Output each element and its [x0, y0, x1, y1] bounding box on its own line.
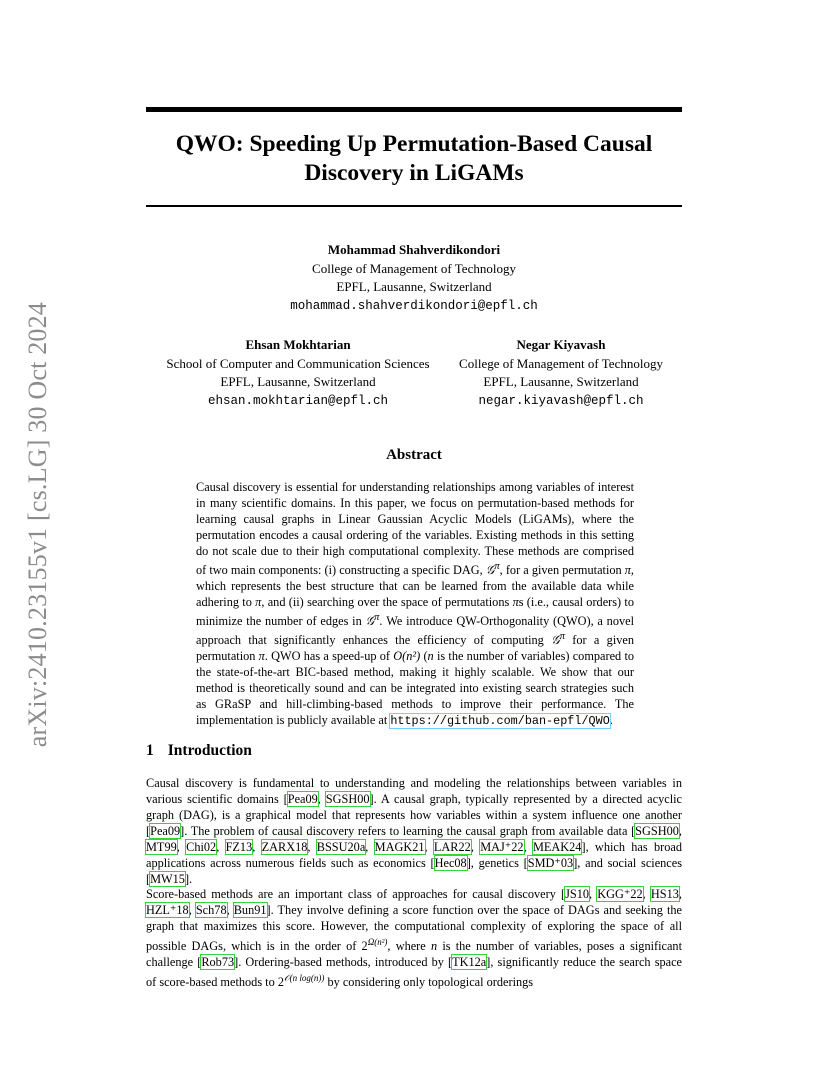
paragraph-text: ], significantly reduce the search space of score-based methods to: [146, 955, 683, 990]
citation-link[interactable]: SMD⁺03: [527, 856, 574, 870]
paragraph-text: ]. A causal graph, typically represented by a directed acyclic graph (DAG), is a graphical model that represents how variables within a system influence one another [: [146, 792, 682, 838]
author-affiliation: College of Management of Technology: [459, 355, 663, 371]
abstract-body: [196, 479, 634, 729]
paragraph-text: ,: [470, 840, 481, 854]
paragraph-text: ]. The problem of causal discovery refers to learning the causal graph from available data [: [180, 824, 636, 838]
arxiv-sidebar: [18, 290, 58, 760]
abstract-text: Causal discovery is essential for understanding relationships among variables of interest in many scientific domains. In this paper, we focus on permutation-based methods for learning causal graphs in Linear Gaussian Acyclic Models (LiGAMs), where the permutation encodes a causal ordering of the variables. Existing methods in this setting do not scale due to their high computational complexity. These methods are comprised of two main components: (i) constructing a specific DAG,: [196, 480, 634, 578]
paragraph-text: ], which has broad applications across numerous fields such as economics [: [146, 840, 682, 870]
citation-link[interactable]: HS13: [650, 887, 679, 901]
abstract-text: s (i.e., causal orders) to minimize the number of edges in: [196, 595, 634, 629]
abstract-text: for a given permutation: [196, 633, 634, 664]
abstract-heading: Abstract: [386, 447, 442, 463]
abstract-text: . We introduce QW-Orthogonality (QWO), a novel approach that significantly enhances the efficiency of computing: [196, 614, 634, 648]
paragraph-text: is the number of variables, poses a significant challenge [: [146, 939, 682, 970]
citation-link[interactable]: Rob73: [201, 955, 235, 970]
author-block-2: [148, 336, 448, 410]
paragraph-text: ,: [365, 840, 375, 854]
intro-paragraph-1: [146, 775, 682, 887]
paper-title: [146, 130, 682, 188]
citation-link[interactable]: BSSU20a: [316, 840, 366, 854]
author-name: Mohammad Shahverdikondori: [327, 242, 501, 257]
citation-link[interactable]: SGSH00: [325, 792, 370, 806]
author-email[interactable]: ehsan.mokhtarian@epfl.ch: [207, 393, 389, 408]
citation-link[interactable]: HZL⁺18: [146, 903, 189, 917]
math-symbol: π: [559, 631, 566, 643]
author-location: EPFL, Lausanne, Switzerland: [336, 279, 492, 294]
citation-link[interactable]: JS10: [565, 887, 590, 901]
math-symbol: π: [374, 612, 380, 624]
math-symbol: 𝒢: [485, 563, 495, 578]
title-line-2: Discovery in LiGAMs: [304, 160, 524, 186]
paragraph-text: ,: [307, 840, 317, 854]
paragraph-text: ], and social sciences [: [146, 856, 682, 886]
citation-link[interactable]: ZARX18: [261, 840, 308, 854]
author-location: EPFL, Lausanne, Switzerland: [220, 374, 376, 389]
code-repository-link[interactable]: https://github.com/ban-epfl/QWO: [390, 714, 610, 729]
author-name: Ehsan Mokhtarian: [245, 337, 351, 352]
abstract-text: , for a given permutation: [499, 563, 625, 578]
citation-link[interactable]: Sch78: [195, 903, 227, 917]
paragraph-text: , where: [387, 939, 431, 954]
section-title: Introduction: [167, 742, 252, 759]
math-symbol: π: [258, 649, 265, 664]
citation-link[interactable]: FZ13: [225, 840, 253, 854]
author-block-1: [246, 241, 582, 315]
math-symbol: n: [427, 649, 434, 664]
citation-link[interactable]: MW15: [150, 872, 185, 886]
math-symbol: Ω(n²): [367, 937, 388, 947]
abstract-text: .: [609, 713, 613, 728]
abstract-text: (: [420, 649, 428, 664]
author-email[interactable]: negar.kiyavash@epfl.ch: [478, 393, 644, 408]
abstract-text: . QWO has a speed-up of: [264, 649, 394, 664]
paragraph-text: ,: [188, 903, 196, 917]
arxiv-identifier: arXiv:2410.23155v1 [cs.LG] 30 Oct 2024: [23, 302, 52, 748]
paragraph-text: ,: [678, 824, 682, 838]
section-number: 1: [146, 742, 154, 759]
abstract-text: , and (ii) searching over the space of permutations: [261, 595, 513, 610]
paragraph-text: ].: [184, 872, 193, 886]
citation-link[interactable]: LAR22: [433, 840, 471, 854]
author-location: EPFL, Lausanne, Switzerland: [483, 374, 639, 389]
abstract-text: , which represents the best structure that can be learned from the available data while adhering to: [196, 563, 634, 610]
citation-link[interactable]: Pea09: [150, 824, 181, 838]
citation-link[interactable]: Bun91: [233, 903, 267, 917]
citation-link[interactable]: SGSH00: [635, 824, 679, 838]
intro-paragraph-2: [146, 886, 682, 990]
math-symbol: 𝒢: [551, 633, 560, 648]
math-symbol: π: [512, 595, 519, 610]
paragraph-text: ]. They involve defining a score function over the space of DAGs and seeking the graph that maximizes this score. However, the computational complexity of exploring the space of all possible DAGs, which is in the order of: [146, 903, 682, 954]
math-symbol: π: [624, 563, 631, 578]
citation-link[interactable]: MAJ⁺22: [480, 840, 524, 854]
citation-link[interactable]: TK12a: [452, 955, 487, 970]
math-symbol: 2: [361, 939, 368, 954]
citation-link[interactable]: Chi02: [186, 840, 217, 854]
title-rule-top: [146, 107, 682, 112]
paragraph-text: Causal discovery is fundamental to understanding and modeling the relationships between variables in various scientific domains [: [146, 776, 682, 806]
paragraph-text: ,: [642, 887, 651, 901]
math-symbol: 𝒪(n log(n)): [283, 973, 325, 984]
citation-link[interactable]: MEAK24: [532, 840, 582, 854]
paragraph-text: ]. Ordering-based methods, introduced by [: [234, 955, 453, 970]
paragraph-text: ,: [589, 887, 598, 901]
title-rule-bottom: [146, 205, 682, 207]
author-affiliation: College of Management of Technology: [312, 260, 516, 276]
paragraph-text: ,: [216, 840, 226, 854]
paragraph-text: ,: [226, 903, 234, 917]
citation-link[interactable]: MT99: [146, 840, 177, 854]
author-block-3: [446, 336, 676, 410]
citation-link[interactable]: MAGK21: [374, 840, 425, 854]
title-line-1: QWO: Speeding Up Permutation-Based Causal: [175, 131, 653, 157]
math-symbol: π: [255, 595, 262, 610]
paragraph-text: ,: [252, 840, 262, 854]
paragraph-text: ,: [523, 840, 533, 854]
math-symbol: 2: [277, 975, 284, 990]
author-affiliation: School of Computer and Communication Sciences: [166, 355, 430, 371]
paragraph-text: ,: [176, 840, 187, 854]
math-symbol: π: [494, 561, 500, 572]
math-symbol: 𝒢: [365, 614, 375, 629]
paragraph-text: ], genetics [: [466, 856, 528, 870]
paragraph-text: Score-based methods are an important class of approaches for causal discovery [: [146, 887, 566, 901]
section-heading-introduction: [146, 742, 252, 760]
paragraph-text: ,: [317, 792, 326, 806]
citation-link[interactable]: Hec08: [434, 856, 467, 870]
math-symbol: O(n²): [393, 649, 421, 664]
author-email[interactable]: mohammad.shahverdikondori@epfl.ch: [290, 298, 538, 313]
paragraph-text: by considering only topological orderings: [324, 975, 534, 990]
citation-link[interactable]: KGG⁺22: [597, 887, 643, 901]
abstract-text: is the number of variables) compared to the state-of-the-art BIC-based method, making it highly scalable. We show that our method is theoretically sound and can be integrated into existing search strategies such as GRaSP and hill-climbing-based methods to improve their performance. The implementation is publicly available at: [196, 649, 635, 728]
math-symbol: n: [430, 939, 438, 954]
paragraph-text: ,: [424, 840, 434, 854]
author-name: Negar Kiyavash: [516, 337, 606, 352]
paragraph-text: ,: [678, 887, 682, 901]
citation-link[interactable]: Pea09: [287, 792, 318, 806]
